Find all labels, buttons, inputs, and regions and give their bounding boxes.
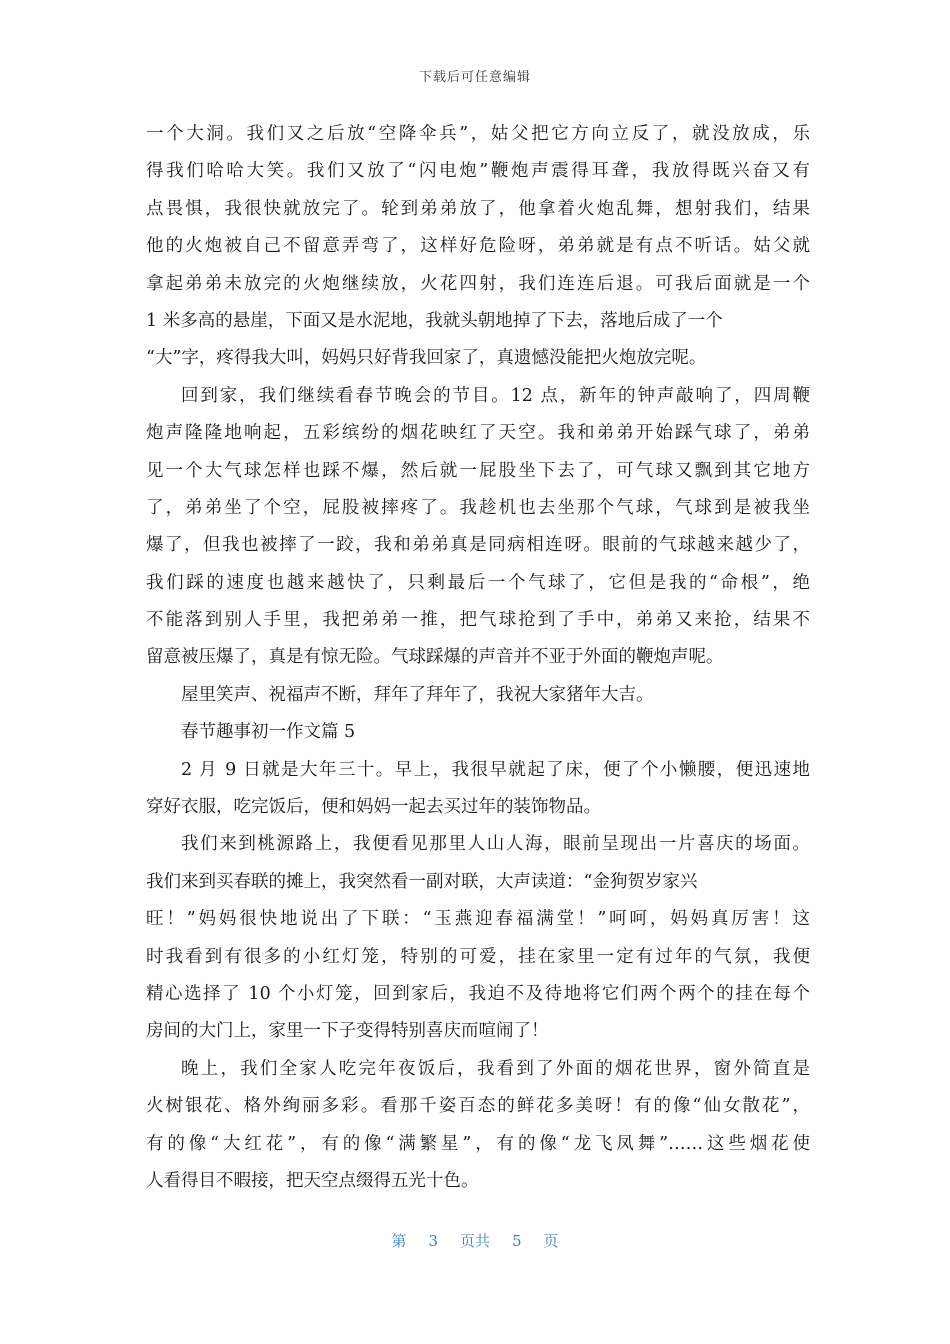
text-line: 点畏惧，我很快就放完了。轮到弟弟放了，他拿着火炮乱舞，想射我们，结果 bbox=[146, 198, 810, 219]
paragraph-lines bbox=[146, 116, 810, 1200]
text-line: 1 米多高的悬崖，下面又是水泥地，我就头朝地掉了下去，落地后成了一个 bbox=[146, 310, 723, 331]
text-line: 我们来到桃源路上，我便看见那里人山人海，眼前呈现出一片喜庆的场面。 bbox=[181, 834, 810, 855]
text-line: 我们踩的速度也越来越快了，只剩最后一个气球了，它但是我的“命根”，绝 bbox=[146, 572, 810, 593]
text-line: 见一个大气球怎样也踩不爆，然后就一屁股坐下去了，可气球又飘到其它地方 bbox=[146, 460, 810, 481]
page-header: 下载后可任意编辑 bbox=[418, 70, 531, 85]
text-line: 炮声隆隆地响起，五彩缤纷的烟花映红了天空。我和弟弟开始踩气球了，弟弟 bbox=[146, 423, 810, 444]
footer-current-page: 3 bbox=[428, 1232, 438, 1250]
text-line: 了，弟弟坐了个空，屁股被摔疼了。我趁机也去坐那个气球，气球到是被我坐 bbox=[146, 497, 810, 518]
text-line: 留意被压爆了，真是有惊无险。气球踩爆的声音并不亚于外面的鞭炮声呢。 bbox=[146, 647, 724, 668]
text-line: 得我们哈哈大笑。我们又放了“闪电炮”鞭炮声震得耳聋，我放得既兴奋又有 bbox=[146, 161, 810, 182]
text-line: 回到家，我们继续看春节晚会的节目。12 点，新年的钟声敲响了，四周鞭 bbox=[181, 385, 810, 406]
text-line: 精心选择了 10 个小灯笼，回到家后，我迫不及待地将它们两个两个的挂在每个 bbox=[146, 983, 810, 1004]
text-line: 春节趣事初一作文篇 5 bbox=[181, 722, 356, 743]
footer-total-pages: 5 bbox=[512, 1232, 522, 1250]
text-line: 不能落到别人手里，我把弟弟一推，把气球抢到了手中，弟弟又来抢，结果不 bbox=[146, 610, 810, 631]
footer-prefix: 第 bbox=[391, 1232, 407, 1250]
text-line: 一个大洞。我们又之后放“空降伞兵”，姑父把它方向立反了，就没放成，乐 bbox=[146, 124, 810, 144]
footer-middle: 页共 bbox=[459, 1232, 490, 1250]
footer-suffix: 页 bbox=[543, 1232, 559, 1250]
text-line: 他的火炮被自己不留意弄弯了，这样好危险呀，弟弟就是有点不听话。姑父就 bbox=[146, 236, 810, 257]
text-line: 人看得目不暇接，把天空点缀得五光十色。 bbox=[146, 1170, 479, 1191]
text-line: “大”字，疼得我大叫，妈妈只好背我回家了，真遗憾没能把火炮放完呢。 bbox=[146, 348, 707, 369]
text-line: 穿好衣服，吃完饭后，便和妈妈一起去买过年的装饰物品。 bbox=[146, 797, 601, 818]
text-line: 房间的大门上，家里一下子变得特别喜庆而喧闹了！ bbox=[146, 1021, 549, 1042]
text-line: 旺！”妈妈很快地说出了下联：“玉燕迎春福满堂！”呵呵，妈妈真厉害！这 bbox=[146, 909, 810, 930]
text-line: 晚上，我们全家人吃完年夜饭后，我看到了外面的烟花世界，窗外简直是 bbox=[181, 1058, 810, 1079]
text-line: 有的像“大红花”，有的像“满繁星”，有的像“龙飞凤舞”……这些烟花使 bbox=[146, 1133, 810, 1154]
text-line: 爆了，但我也被摔了一跤，我和弟弟真是同病相连呀。眼前的气球越来越少了， bbox=[146, 535, 810, 556]
text-line: 屋里笑声、祝福声不断，拜年了拜年了，我祝大家猪年大吉。 bbox=[181, 684, 654, 705]
page-footer bbox=[0, 1230, 950, 1251]
text-line: 我们来到买春联的摊上，我突然看一副对联，大声读道：“金狗贺岁家兴 bbox=[146, 871, 698, 892]
text-line: 拿起弟弟未放完的火炮继续放，火花四射，我们连连后退。可我后面就是一个 bbox=[146, 273, 810, 294]
document-body bbox=[146, 116, 810, 1200]
text-line: 2 月 9 日就是大年三十。早上，我很早就起了床，便了个小懒腰，便迅速地 bbox=[181, 759, 810, 780]
text-line: 火树银花、格外绚丽多彩。看那千姿百态的鲜花多美呀！有的像“仙女散花”， bbox=[146, 1096, 810, 1117]
text-line: 时我看到有很多的小红灯笼，特别的可爱，挂在家里一定有过年的气氛，我便 bbox=[146, 946, 810, 967]
